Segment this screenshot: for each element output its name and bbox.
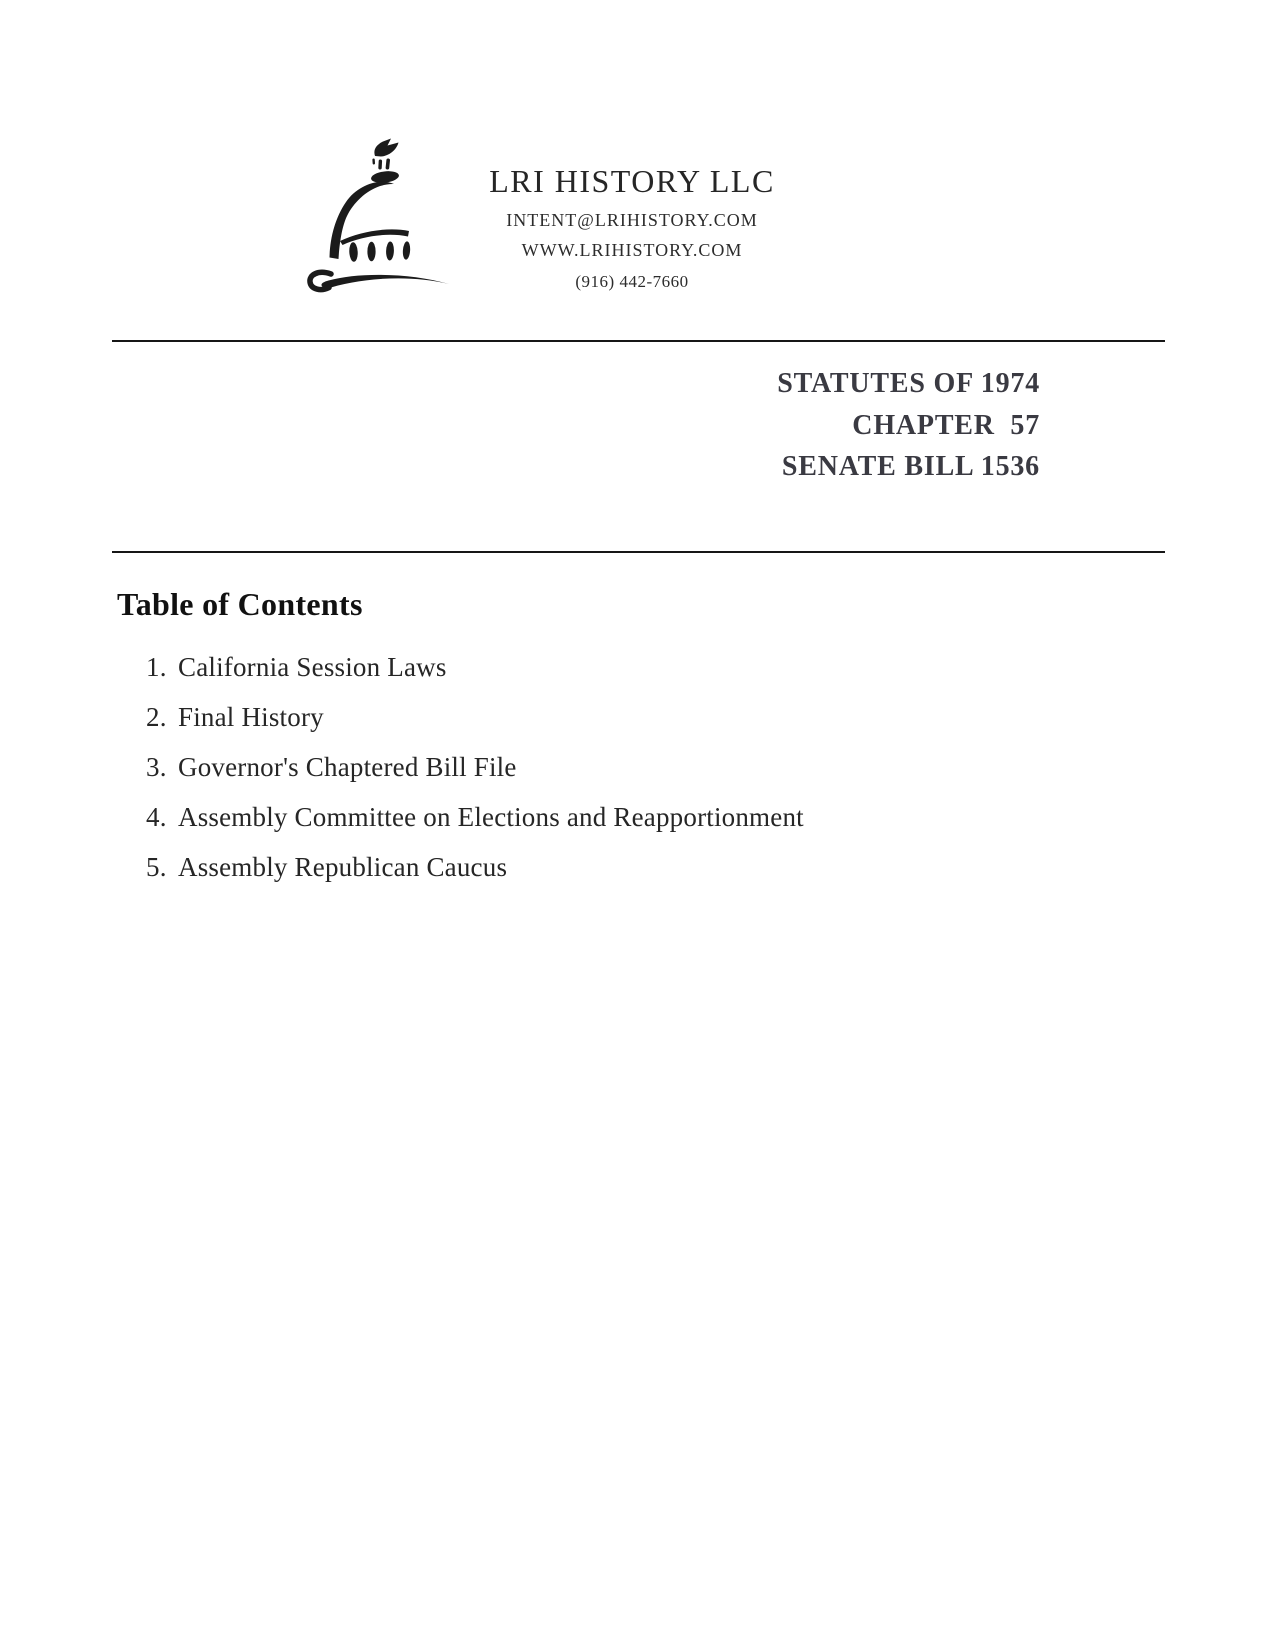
toc-item-2 xyxy=(146,704,804,731)
toc-item-label: California Session Laws xyxy=(178,652,447,682)
company-phone: (916) 442-7660 xyxy=(575,272,689,291)
toc-item-number: 3. xyxy=(146,752,167,782)
toc-item-4 xyxy=(146,804,804,831)
statutes-line: STATUTES OF 1974 xyxy=(777,368,1040,399)
divider-bottom xyxy=(112,551,1165,553)
toc-item-1 xyxy=(146,654,804,681)
company-name: LRI HISTORY LLC xyxy=(489,163,775,199)
toc-item-5 xyxy=(146,854,804,881)
company-email: INTENT@LRIHISTORY.COM xyxy=(506,210,758,230)
divider-top xyxy=(112,340,1165,342)
toc-item-number: 5. xyxy=(146,852,167,882)
toc-item-number: 4. xyxy=(146,802,167,832)
toc-list xyxy=(146,654,804,904)
senate-bill-line: SENATE BILL 1536 xyxy=(781,451,1040,482)
toc-title: Table of Contents xyxy=(117,586,363,622)
toc-item-number: 1. xyxy=(146,652,167,682)
toc-item-label: Assembly Committee on Elections and Reapportionment xyxy=(178,802,804,832)
bill-reference-block xyxy=(777,363,1040,488)
toc-item-label: Assembly Republican Caucus xyxy=(178,852,508,882)
chapter-line: CHAPTER 57 xyxy=(852,409,1040,441)
toc-item-number: 2. xyxy=(146,702,167,732)
toc-item-3 xyxy=(146,754,804,781)
toc-item-label: Governor's Chaptered Bill File xyxy=(178,752,517,782)
toc-item-label: Final History xyxy=(178,702,324,732)
company-website: WWW.LRIHISTORY.COM xyxy=(521,240,743,260)
